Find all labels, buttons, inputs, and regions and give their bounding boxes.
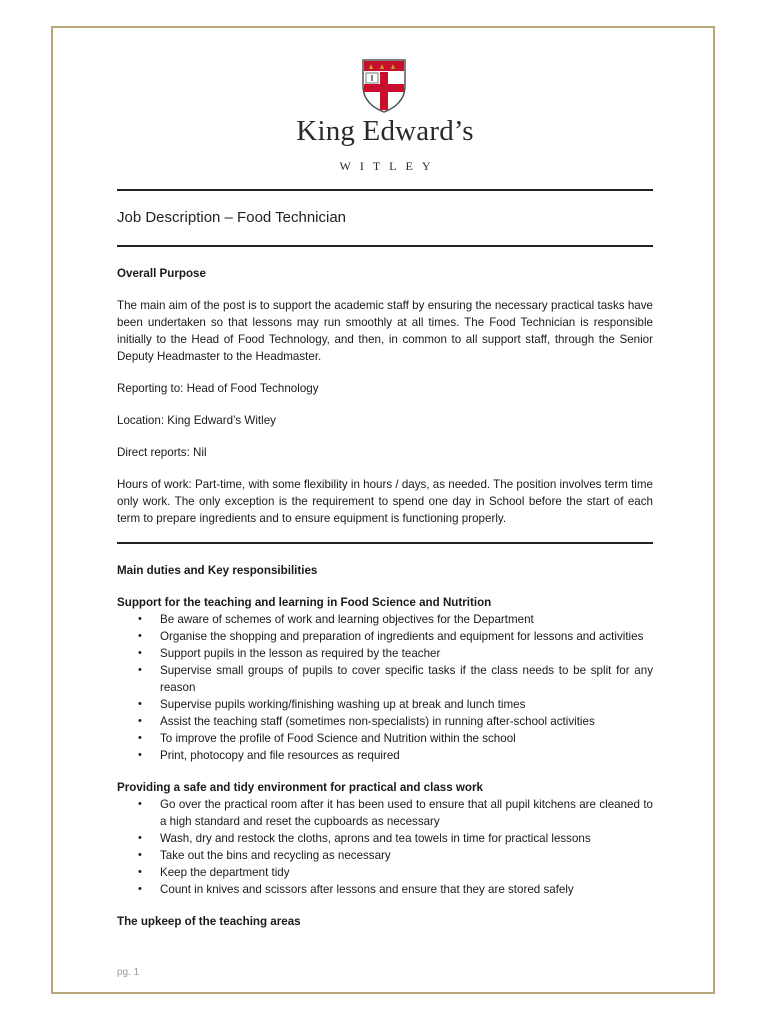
list-item: • Supervise pupils working/finishing washing up at break and lunch times <box>117 696 653 713</box>
subsection-heading: Support for the teaching and learning in Food Science and Nutrition <box>117 596 492 609</box>
page-number: pg. 1 <box>117 967 140 978</box>
overall-purpose-section <box>117 265 653 527</box>
list-item: • Go over the practical room after it has been used to ensure that all pupil kitchens are cleaned to a high standard and reset the cupboards as necessary <box>117 796 653 830</box>
divider <box>117 245 653 247</box>
list-item: • Support pupils in the lesson as required by the teacher <box>117 645 653 662</box>
school-crest-icon <box>361 58 407 114</box>
list-item: • Supervise small groups of pupils to cover specific tasks if the class needs to be split for any reason <box>117 662 653 696</box>
school-location-subtitle: WITLEY <box>339 159 440 173</box>
location-line: Location: King Edward’s Witley <box>117 414 276 427</box>
subsection-heading: Providing a safe and tidy environment for practical and class work <box>117 781 483 794</box>
reporting-line: Reporting to: Head of Food Technology <box>117 382 319 395</box>
overall-purpose-text: The main aim of the post is to support the academic staff by ensuring the necessary practical tasks have been undertaken so that lessons may run smoothly at all times. The Food Technician is responsible initially to the Head of Food Technology, and then, in common to all support staff, through the Senior Deputy Headmaster to the Headmaster. <box>117 299 653 363</box>
list-item: • Take out the bins and recycling as necessary <box>117 847 653 864</box>
list-item: • Wash, dry and restock the cloths, aprons and tea towels in time for practical lessons <box>117 830 653 847</box>
list-item: • Be aware of schemes of work and learning objectives for the Department <box>117 611 653 628</box>
divider <box>117 542 653 544</box>
subsection-heading: The upkeep of the teaching areas <box>117 915 301 928</box>
list-item: • Assist the teaching staff (sometimes non-specialists) in running after-school activities <box>117 713 653 730</box>
section-heading: Overall Purpose <box>117 267 206 280</box>
document-title: Job Description – Food Technician <box>117 209 347 226</box>
list-item: • Keep the department tidy <box>117 864 653 881</box>
section-heading: Main duties and Key responsibilities <box>117 564 318 577</box>
list-item: • Count in knives and scissors after lessons and ensure that they are stored safely <box>117 881 653 898</box>
main-duties-section <box>117 562 653 930</box>
direct-reports-line: Direct reports: Nil <box>117 446 207 459</box>
duties-list <box>117 611 653 764</box>
divider <box>117 189 653 191</box>
school-name: King Edward’s <box>296 115 474 147</box>
duties-list <box>117 796 653 898</box>
list-item: • To improve the profile of Food Science and Nutrition within the school <box>117 730 653 747</box>
list-item: • Organise the shopping and preparation of ingredients and equipment for lessons and activities <box>117 628 653 645</box>
list-item: • Print, photocopy and file resources as required <box>117 747 653 764</box>
hours-of-work-text: Hours of work: Part-time, with some flexibility in hours / days, as needed. The position involves term time only work. The only exception is the requirement to spend one day in School before the start of each term to prepare ingredients and to ensure equipment is functioning properly. <box>117 478 653 525</box>
